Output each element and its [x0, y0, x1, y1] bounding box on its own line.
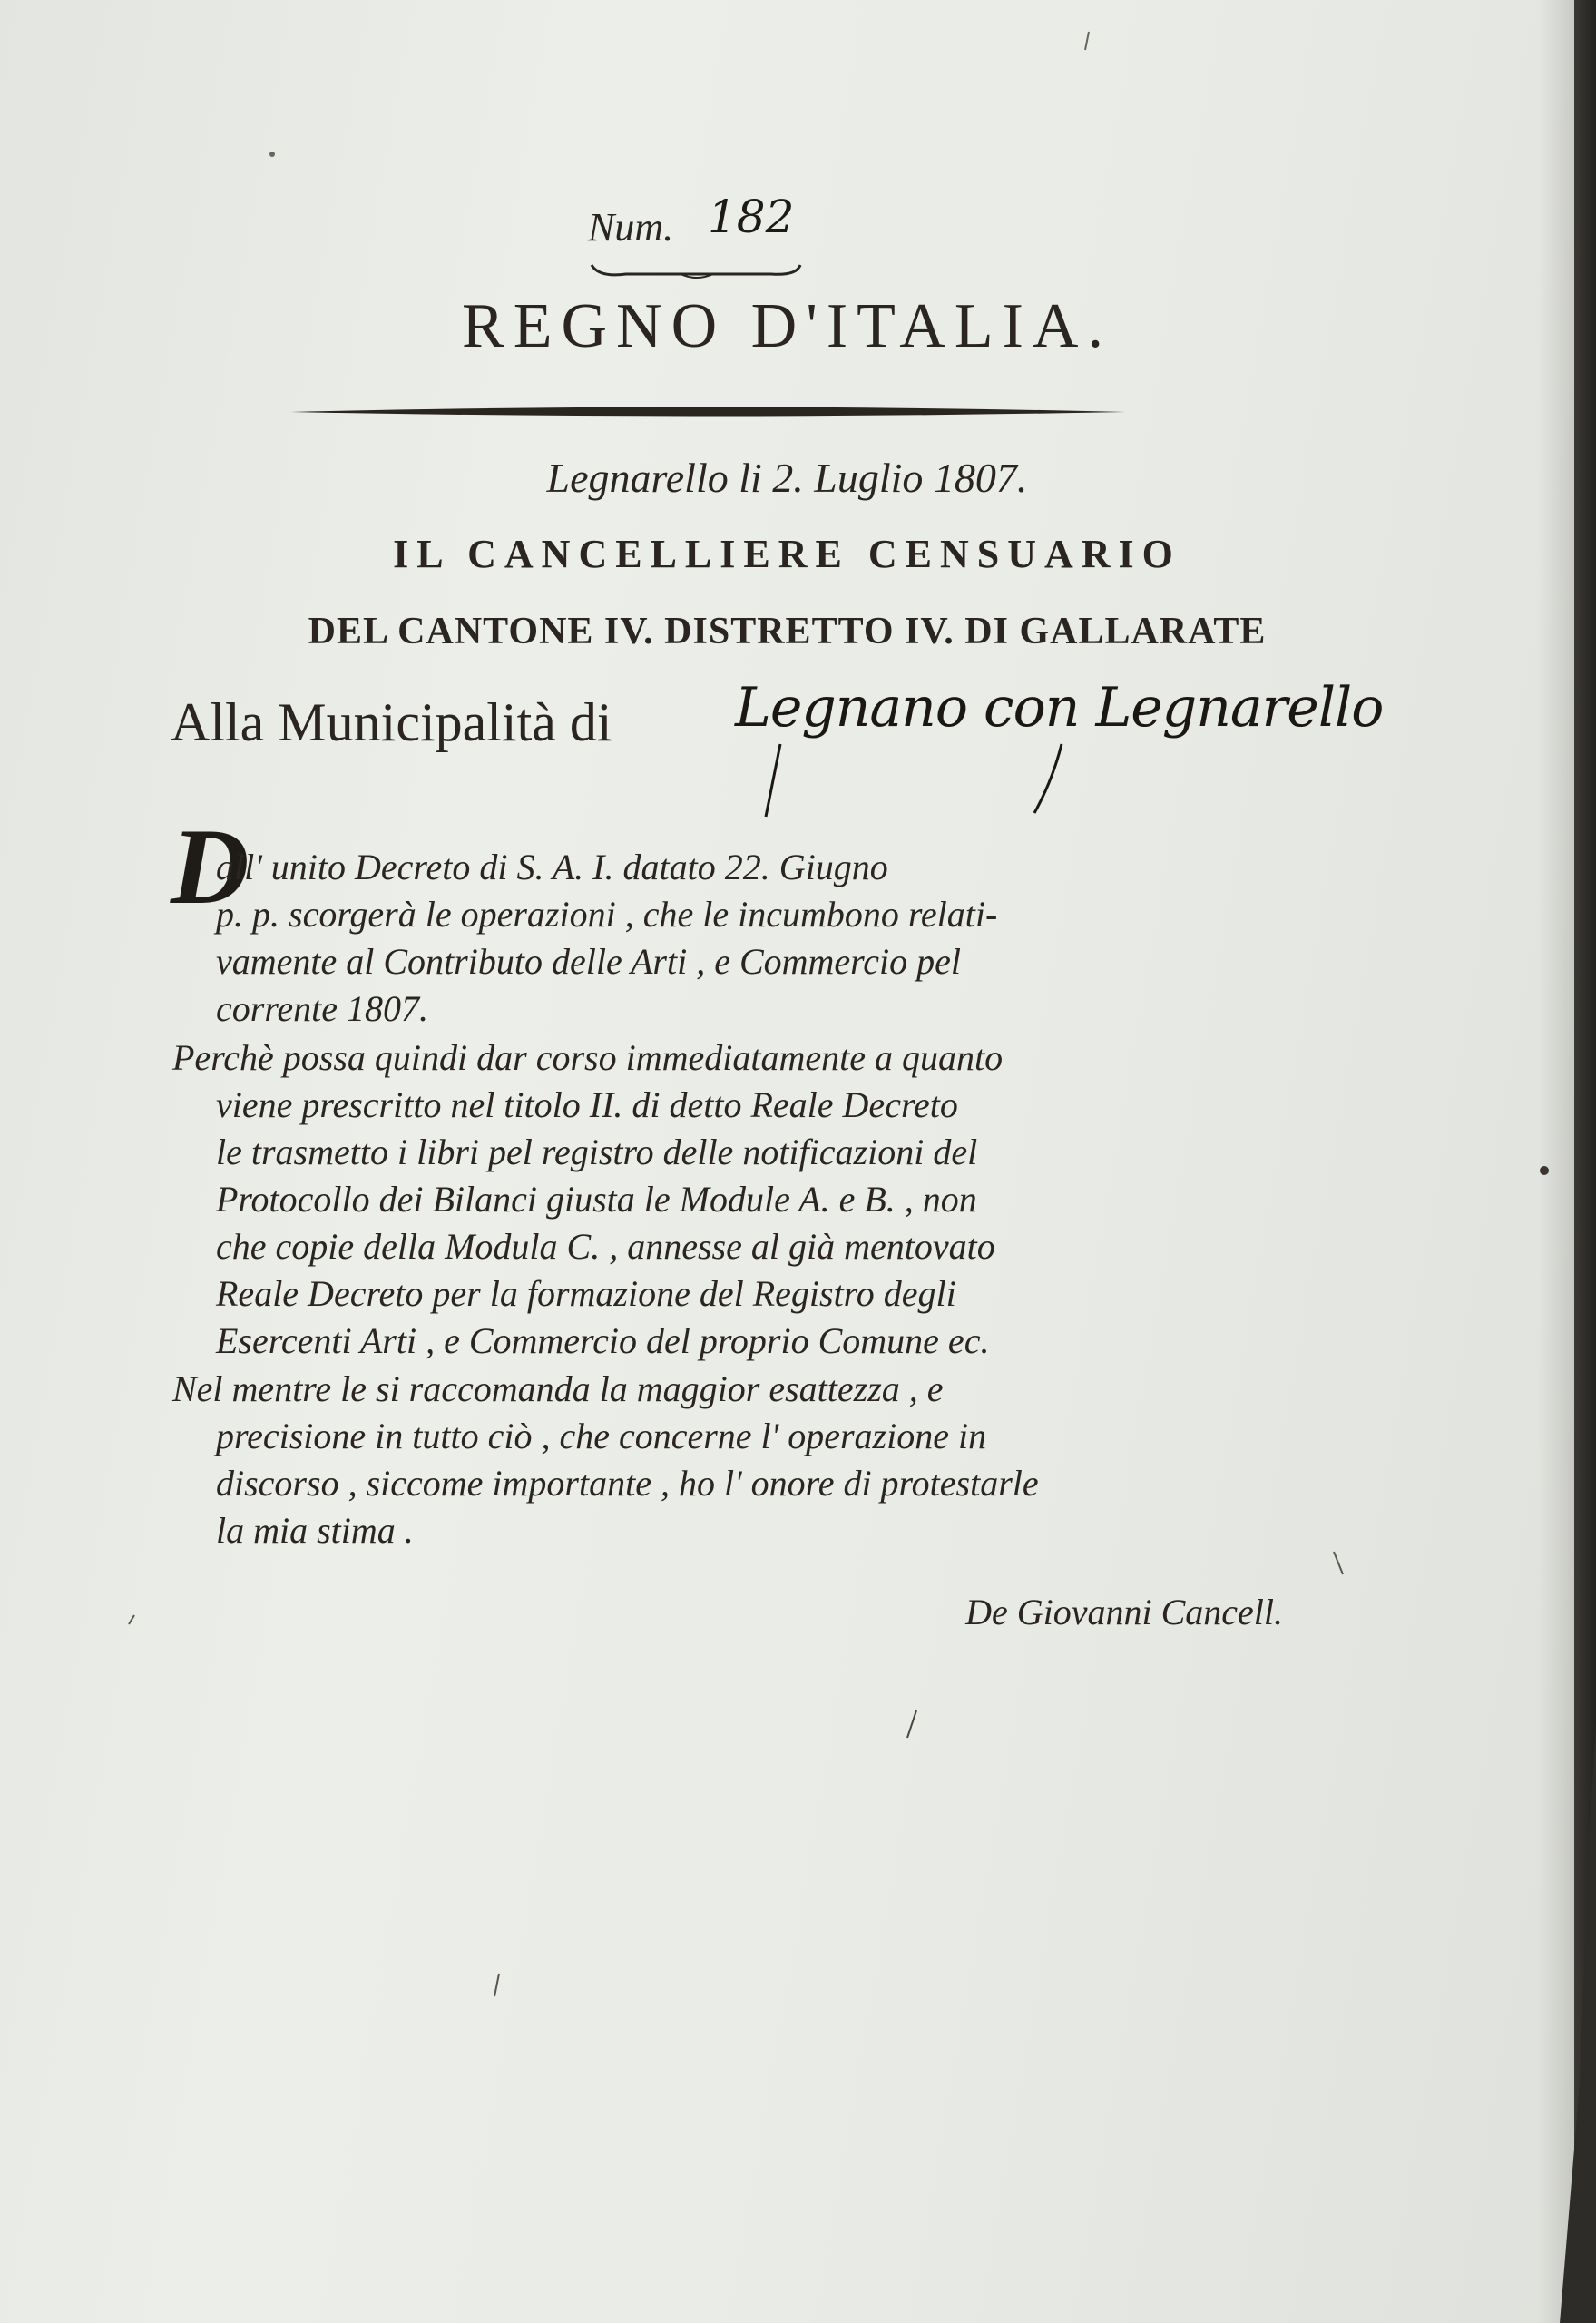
text-line: Esercenti Arti , e Commercio del proprio Comune ec. [216, 1320, 990, 1361]
text-line: Reale Decreto per la formazione del Registro degli [216, 1273, 956, 1314]
kingdom-title: REGNO D'ITALIA. [462, 291, 1112, 361]
text-line: p. p. scorgerà le operazioni , che le incumbono relati- [216, 894, 998, 935]
number-underline-flourish [590, 261, 804, 283]
signature: De Giovanni Cancell. [965, 1592, 1283, 1632]
handwriting-descenders [708, 726, 1089, 826]
paragraph-decree [216, 844, 1268, 1033]
recipient-label: Alla Municipalità di [171, 692, 612, 752]
paragraph-instructions [172, 1034, 1268, 1365]
text-line: corrente 1807. [216, 988, 429, 1029]
paragraph-closing [172, 1366, 1268, 1554]
date-line: Legnarello li 2. Luglio 1807. [546, 455, 1028, 501]
text-line: la mia stima . [216, 1510, 414, 1551]
drop-cap: D [171, 806, 250, 926]
title-rule [290, 404, 1125, 420]
text-line: all' unito Decreto di S. A. I. datato 22. Giugno [216, 847, 888, 887]
handwritten-number: 182 [708, 191, 795, 243]
recipient-handwritten: Legnano con Legnarello [735, 676, 1384, 740]
text-line: precisione in tutto ciò , che concerne l' operazione in [216, 1416, 987, 1456]
text-line: viene prescritto nel titolo II. di detto Reale Decreto [216, 1084, 958, 1125]
text-line: Perchè possa quindi dar corso immediatamente a quanto [172, 1037, 1004, 1078]
sender-title: IL CANCELLIERE CENSUARIO [393, 532, 1181, 576]
text-line: Protocollo dei Bilanci giusta le Module A. e B. , non [216, 1179, 977, 1220]
text-line: Nel mentre le si raccomanda la maggior esattezza , e [172, 1368, 944, 1409]
text-line: vamente al Contributo delle Arti , e Commercio pel [216, 941, 961, 982]
text-line: che copie della Modula C. , annesse al già mentovato [216, 1226, 995, 1267]
sender-district: DEL CANTONE IV. DISTRETTO IV. DI GALLARATE [308, 611, 1267, 652]
number-label: Num. [588, 205, 674, 250]
text-line: le trasmetto i libri pel registro delle notificazioni del [216, 1132, 978, 1172]
text-line: discorso , siccome importante , ho l' onore di protestarle [216, 1463, 1039, 1504]
